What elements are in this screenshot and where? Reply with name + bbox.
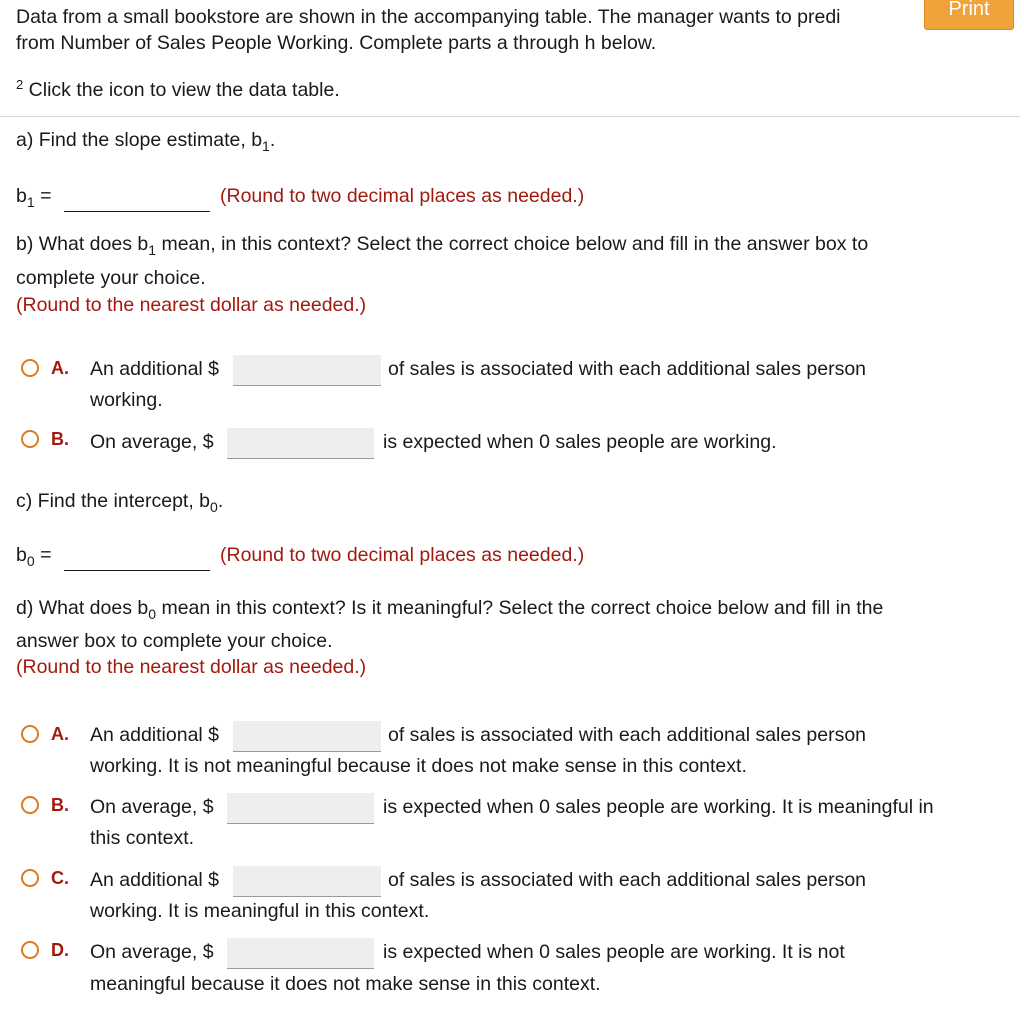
part-a-prompt-end: . [269,129,276,151]
b1-label-eq: = [34,185,52,207]
part-d-option-b-line2: this context. [90,827,195,849]
part-d-option-a-radio[interactable] [21,725,39,743]
part-b-q-pre: b) What does b [16,233,149,255]
part-b-option-a-pre: An additional $ [90,358,220,380]
part-c-prompt-text: c) Find the intercept, b [16,490,211,512]
part-b-question-line-2: complete your choice. [16,267,206,289]
part-d-option-b-post: is expected when 0 sales people are working. It is meaningful in [383,796,934,818]
b0-label-text: b [16,544,27,566]
part-d-hint: (Round to the nearest dollar as needed.) [16,656,367,678]
part-b-q-sub: 1 [148,242,157,258]
b0-label-eq: = [34,544,52,566]
part-d-q-pre: d) What does b [16,597,149,619]
footnote-text: Click the icon to view the data table. [23,79,340,101]
part-d-option-a-line2: working. It is not meaningful because it does not make sense in this context. [90,755,747,777]
part-b-option-a-input[interactable] [233,355,381,386]
part-b-option-b-input[interactable] [227,428,374,459]
data-table-link[interactable] [16,78,340,104]
intro-line-1: Data from a small bookstore are shown in the accompanying table. The manager wants to predi [16,6,841,28]
part-d-option-a-input[interactable] [233,721,381,752]
part-d-option-d-pre: On average, $ [90,941,214,963]
part-b-option-a-post: of sales is associated with each additional sales person [388,358,867,380]
part-d-q-post: mean in this context? Is it meaningful? Select the correct choice below and fill in the [156,597,884,619]
divider [0,116,1020,117]
part-d-option-b-radio[interactable] [21,796,39,814]
part-d-option-c-letter: C. [51,868,69,888]
part-b-option-a-radio[interactable] [21,359,39,377]
part-a-prompt-text: a) Find the slope estimate, b [16,129,263,151]
part-d-option-c-line2: working. It is meaningful in this context. [90,900,430,922]
part-c-hint: (Round to two decimal places as needed.) [220,544,585,566]
part-d-option-d-radio[interactable] [21,941,39,959]
b1-answer-input[interactable] [64,211,210,212]
part-d-option-d-line2: meaningful because it does not make sense in this context. [90,973,601,995]
part-d-option-c-input[interactable] [233,866,381,897]
part-a-prompt [16,128,275,153]
part-d-option-b-input[interactable] [227,793,374,824]
footnote-marker: 2 [16,77,24,92]
b1-label-sub: 1 [26,194,35,210]
part-b-q-post: mean, in this context? Select the correct choice below and fill in the answer box to [156,233,869,255]
part-c-prompt [16,489,223,514]
part-d-option-d-letter: D. [51,940,69,960]
part-d-option-c-radio[interactable] [21,869,39,887]
part-d-question-line-2: answer box to complete your choice. [16,630,333,652]
part-d-option-b-pre: On average, $ [90,796,214,818]
part-c-prompt-sub: 0 [210,499,218,515]
print-button[interactable]: Print [924,0,1014,30]
part-b-option-b-post: is expected when 0 sales people are working. [383,431,777,453]
part-b-hint: (Round to the nearest dollar as needed.) [16,294,367,316]
part-d-option-d-post: is expected when 0 sales people are working. It is not [383,941,845,963]
b0-label [16,543,51,568]
intro-line-2: from Number of Sales People Working. Complete parts a through h below. [16,32,657,54]
part-d-option-a-letter: A. [51,724,69,744]
part-b-option-a-line2: working. [90,389,163,411]
b1-label-text: b [16,185,27,207]
b0-label-sub: 0 [26,553,35,569]
part-d-option-a-pre: An additional $ [90,724,220,746]
part-d-question-line-1 [16,596,883,621]
part-d-q-sub: 0 [148,606,157,622]
b0-answer-input[interactable] [64,570,210,571]
part-d-option-d-input[interactable] [227,938,374,969]
part-d-option-c-pre: An additional $ [90,869,220,891]
part-b-option-a-letter: A. [51,358,69,378]
part-d-option-c-post: of sales is associated with each additional sales person [388,869,867,891]
part-b-option-b-radio[interactable] [21,430,39,448]
part-d-option-a-post: of sales is associated with each additional sales person [388,724,867,746]
part-b-option-b-letter: B. [51,429,69,449]
part-a-hint: (Round to two decimal places as needed.) [220,185,585,207]
part-a-prompt-sub: 1 [262,138,270,154]
part-c-prompt-end: . [217,490,224,512]
part-d-option-b-letter: B. [51,795,69,815]
part-b-option-b-pre: On average, $ [90,431,214,453]
part-b-question-line-1 [16,232,868,257]
b1-label [16,184,51,209]
